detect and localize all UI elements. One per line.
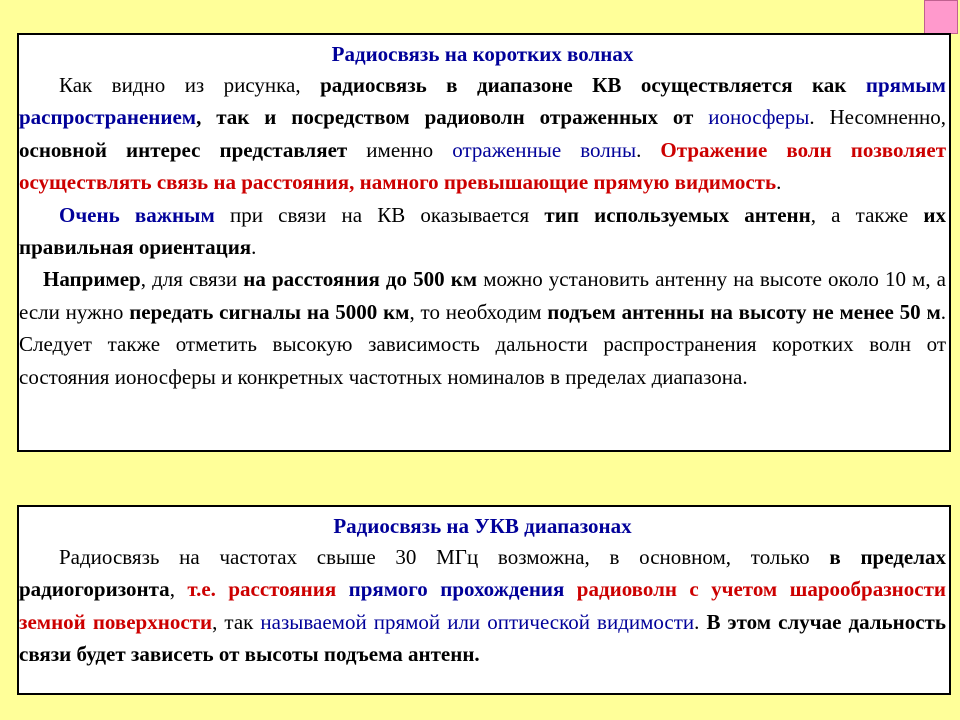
vhf-panel-title: Радиосвязь на УКВ диапазонах: [333, 514, 632, 538]
hf-p1-end: .: [776, 170, 782, 195]
vhf-p1-curvature: радиоволн с учетом шарообразности земной поверхности: [19, 577, 946, 634]
hf-p2-antennas: тип используемых антенн: [544, 202, 811, 227]
vhf-p1-conclusion: В этом случае дальность связи будет зависеть от высоты подъема антенн.: [19, 609, 946, 667]
vhf-p1-text2: , так: [212, 609, 261, 634]
hf-paragraph-2: [19, 199, 946, 264]
vhf-p1-horizon: в пределах радиогоризонта: [19, 545, 946, 602]
hf-radio-panel: [17, 33, 951, 452]
vhf-radio-panel: [17, 505, 951, 695]
hf-p3-5000km: передать сигналы на 5000 км: [129, 299, 410, 324]
hf-paragraph-3: [19, 263, 946, 393]
vhf-p1-optical: называемой прямой или оптической видимости: [260, 609, 695, 634]
slide-corner-marker: [924, 0, 958, 34]
hf-paragraph-1: [19, 69, 946, 199]
hf-p2-orientation: их правильная ориентация: [19, 202, 946, 260]
hf-p2-text2: , а также: [810, 202, 924, 227]
hf-p3-500km: на расстояния до 500 км: [243, 267, 478, 292]
hf-p2-text: при связи на КВ оказывается: [214, 202, 545, 227]
hf-p3-text3: , то необходим: [409, 299, 548, 324]
hf-p3-text4: . Следует также отметить высокую зависимость дальности распространения коротких волн от состояния ионосферы и конкретных частотных номиналов в пределах диапазона.: [19, 299, 946, 389]
hf-p1-text3: именно: [347, 137, 453, 162]
hf-p3-50m: подъем антенны на высоту не менее 50 м: [547, 299, 941, 324]
hf-p1-bold2: , так и посредством радиоволн отраженных от: [196, 105, 709, 130]
vhf-p1-ie: т.е. расстояния: [187, 577, 349, 602]
hf-p1-direct: прямым распространением: [19, 73, 946, 130]
vhf-p1-text3: .: [694, 609, 707, 634]
hf-p1-bold: радиосвязь в диапазоне КВ осуществляется как: [320, 73, 866, 97]
vhf-p1-text: Радиосвязь на частотах свыше 30 МГц возможна, в основном, только: [59, 545, 830, 569]
vhf-p1-comma: ,: [169, 577, 188, 602]
hf-p1-text4: .: [636, 137, 661, 162]
vhf-p1-direct: прямого прохождения: [348, 577, 565, 602]
hf-p3-text: , для связи: [140, 267, 244, 292]
hf-p3-text2: можно установить антенну на высоте около 10 м, а если нужно: [19, 267, 946, 324]
hf-p1-ionosphere: ионосферы: [708, 105, 810, 130]
hf-panel-title: Радиосвязь на коротких волнах: [331, 42, 634, 66]
hf-p1-red: Отражение волн позволяет осуществлять связь на расстояния, намного превышающие прямую видимость: [19, 137, 947, 195]
vhf-paragraph-1: [19, 541, 946, 671]
hf-p1-text: Как видно из рисунка,: [59, 73, 321, 97]
hf-p1-interest: основной интерес представляет: [19, 137, 348, 162]
hf-p2-important: Очень важным: [59, 202, 215, 227]
hf-p2-end: .: [251, 235, 257, 260]
hf-p3-example: Например: [43, 267, 141, 292]
hf-p1-reflected: отраженные волны: [452, 137, 637, 162]
hf-p1-text2: . Несомненно,: [809, 105, 946, 130]
